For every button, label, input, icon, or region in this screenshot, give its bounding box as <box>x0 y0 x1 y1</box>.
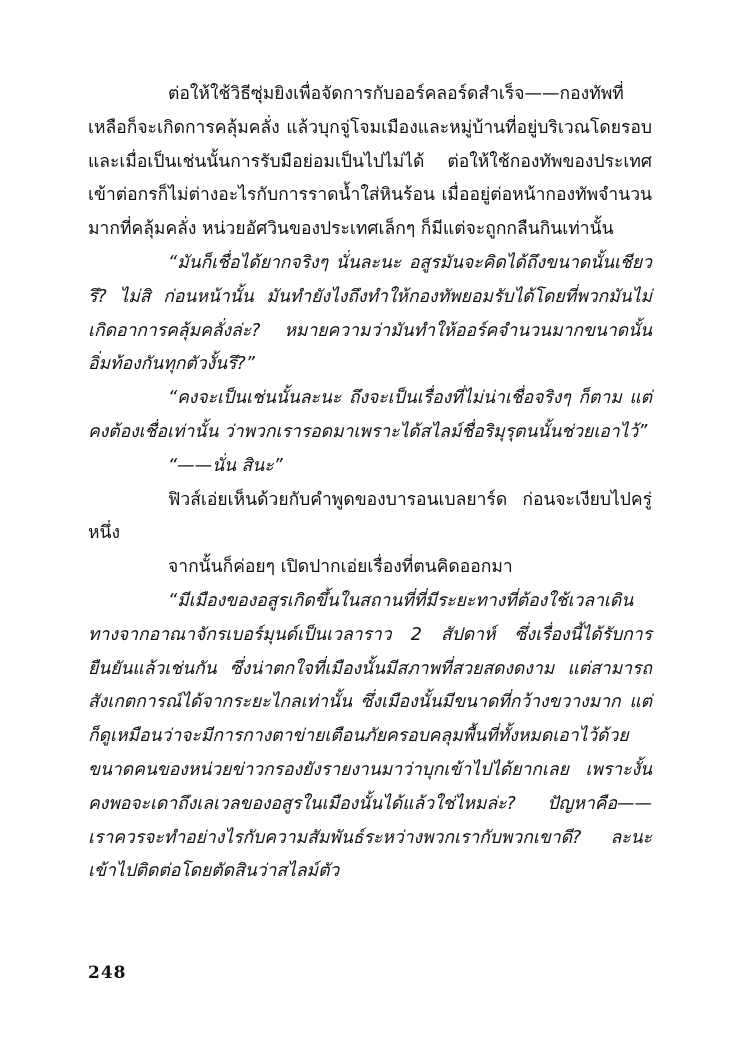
paragraph-dialogue-1: “มันก็เชื่อได้ยากจริงๆ นั่นละนะ อสูรมันจะคิดได้ถึงขนาดนั้นเชียวรึ? ไม่สิ ก่อนหน้านั้น มันทำยังไงถึงทำให้กองทัพยอมรับได้โดยที่พวกมันไม่เกิดอาการคลุ้มคลั่งล่ะ? หมายความว่ามันทำให้ออร์คจำนวนมากขนาดนั้นอิ่มท้องกันทุกตัวงั้นรึ?” <box>88 252 652 375</box>
paragraph-narration-1: ต่อให้ใช้วิธีซุ่มยิงเพื่อจัดการกับออร์คลอร์ดสำเร็จ——กองทัพที่เหลือก็จะเกิดการคลุ้มคลั่ง แล้วบุกจู่โจมเมืองและหมู่บ้านที่อยู่บริเวณโดยรอบ และเมื่อเป็นเช่นนั้นการรับมือย่อมเป็นไปไม่ได้ ต่อให้ใช้กองทัพของประเทศเข้าต่อกรก็ไม่ต่างอะไรกับการราดน้ำใส่หินร้อน เมื่ออยู่ต่อหน้ากองทัพจำนวนมากที่คลุ้มคลั่ง หน่วยอัศวินของประเทศเล็กๆ ก็มีแต่จะถูกกลืนกินเท่านั้น <box>88 84 652 240</box>
paragraph-narration-2: ฟิวส์เอ่ยเห็นด้วยกับคำพูดของบารอนเบลยาร์ด ก่อนจะเงียบไปครู่หนึ่ง <box>88 489 652 544</box>
paragraph-dialogue-4: “มีเมืองของอสูรเกิดขึ้นในสถานที่ที่มีระยะทางที่ต้องใช้เวลาเดินทางจากอาณาจักรเบอร์มุนด์เป็นเวลาราว 2 สัปดาห์ ซึ่งเรื่องนี้ได้รับการยืนยันแล้วเช่นกัน ซึ่งน่าตกใจที่เมืองนั้นมีสภาพที่สวยสดงดงาม แต่สามารถสังเกตการณ์ได้จากระยะไกลเท่านั้น ซึ่งเมืองนั้นมีขนาดที่กว้างขวางมาก แต่ก็ดูเหมือนว่าจะมีการกางตาข่ายเตือนภัยครอบคลุมพื้นที่ทั้งหมดเอาไว้ด้วย ขนาดคนของหน่วยข่าวกรองยังรายงานมาว่าบุกเข้าไปได้ยากเลย เพราะงั้นคงพอจะเดาถึงเลเวลของอสูรในเมืองนั้นได้แล้วใช่ไหมล่ะ? ปัญหาคือ—— เราควรจะทำอย่างไรกับความสัมพันธ์ระหว่างพวกเรากับพวกเขาดี? ละนะ เข้าไปติดต่อโดยตัดสินว่าสไลม์ตัว <box>88 590 652 882</box>
paragraph-narration-3: จากนั้นก็ค่อยๆ เปิดปากเอ่ยเรื่องที่ตนคิดออกมา <box>168 557 513 578</box>
paragraph-dialogue-3: “——นั่น สินะ” <box>168 455 283 476</box>
body-text <box>88 78 652 889</box>
page-number: 248 <box>88 963 127 983</box>
paragraph-dialogue-2: “คงจะเป็นเช่นนั้นละนะ ถึงจะเป็นเรื่องที่ไม่น่าเชื่อจริงๆ ก็ตาม แต่คงต้องเชื่อเท่านั้น ว่าพวกเรารอดมาเพราะได้สไลม์ชื่อริมุรุตนนั้นช่วยเอาไว้” <box>88 388 652 442</box>
